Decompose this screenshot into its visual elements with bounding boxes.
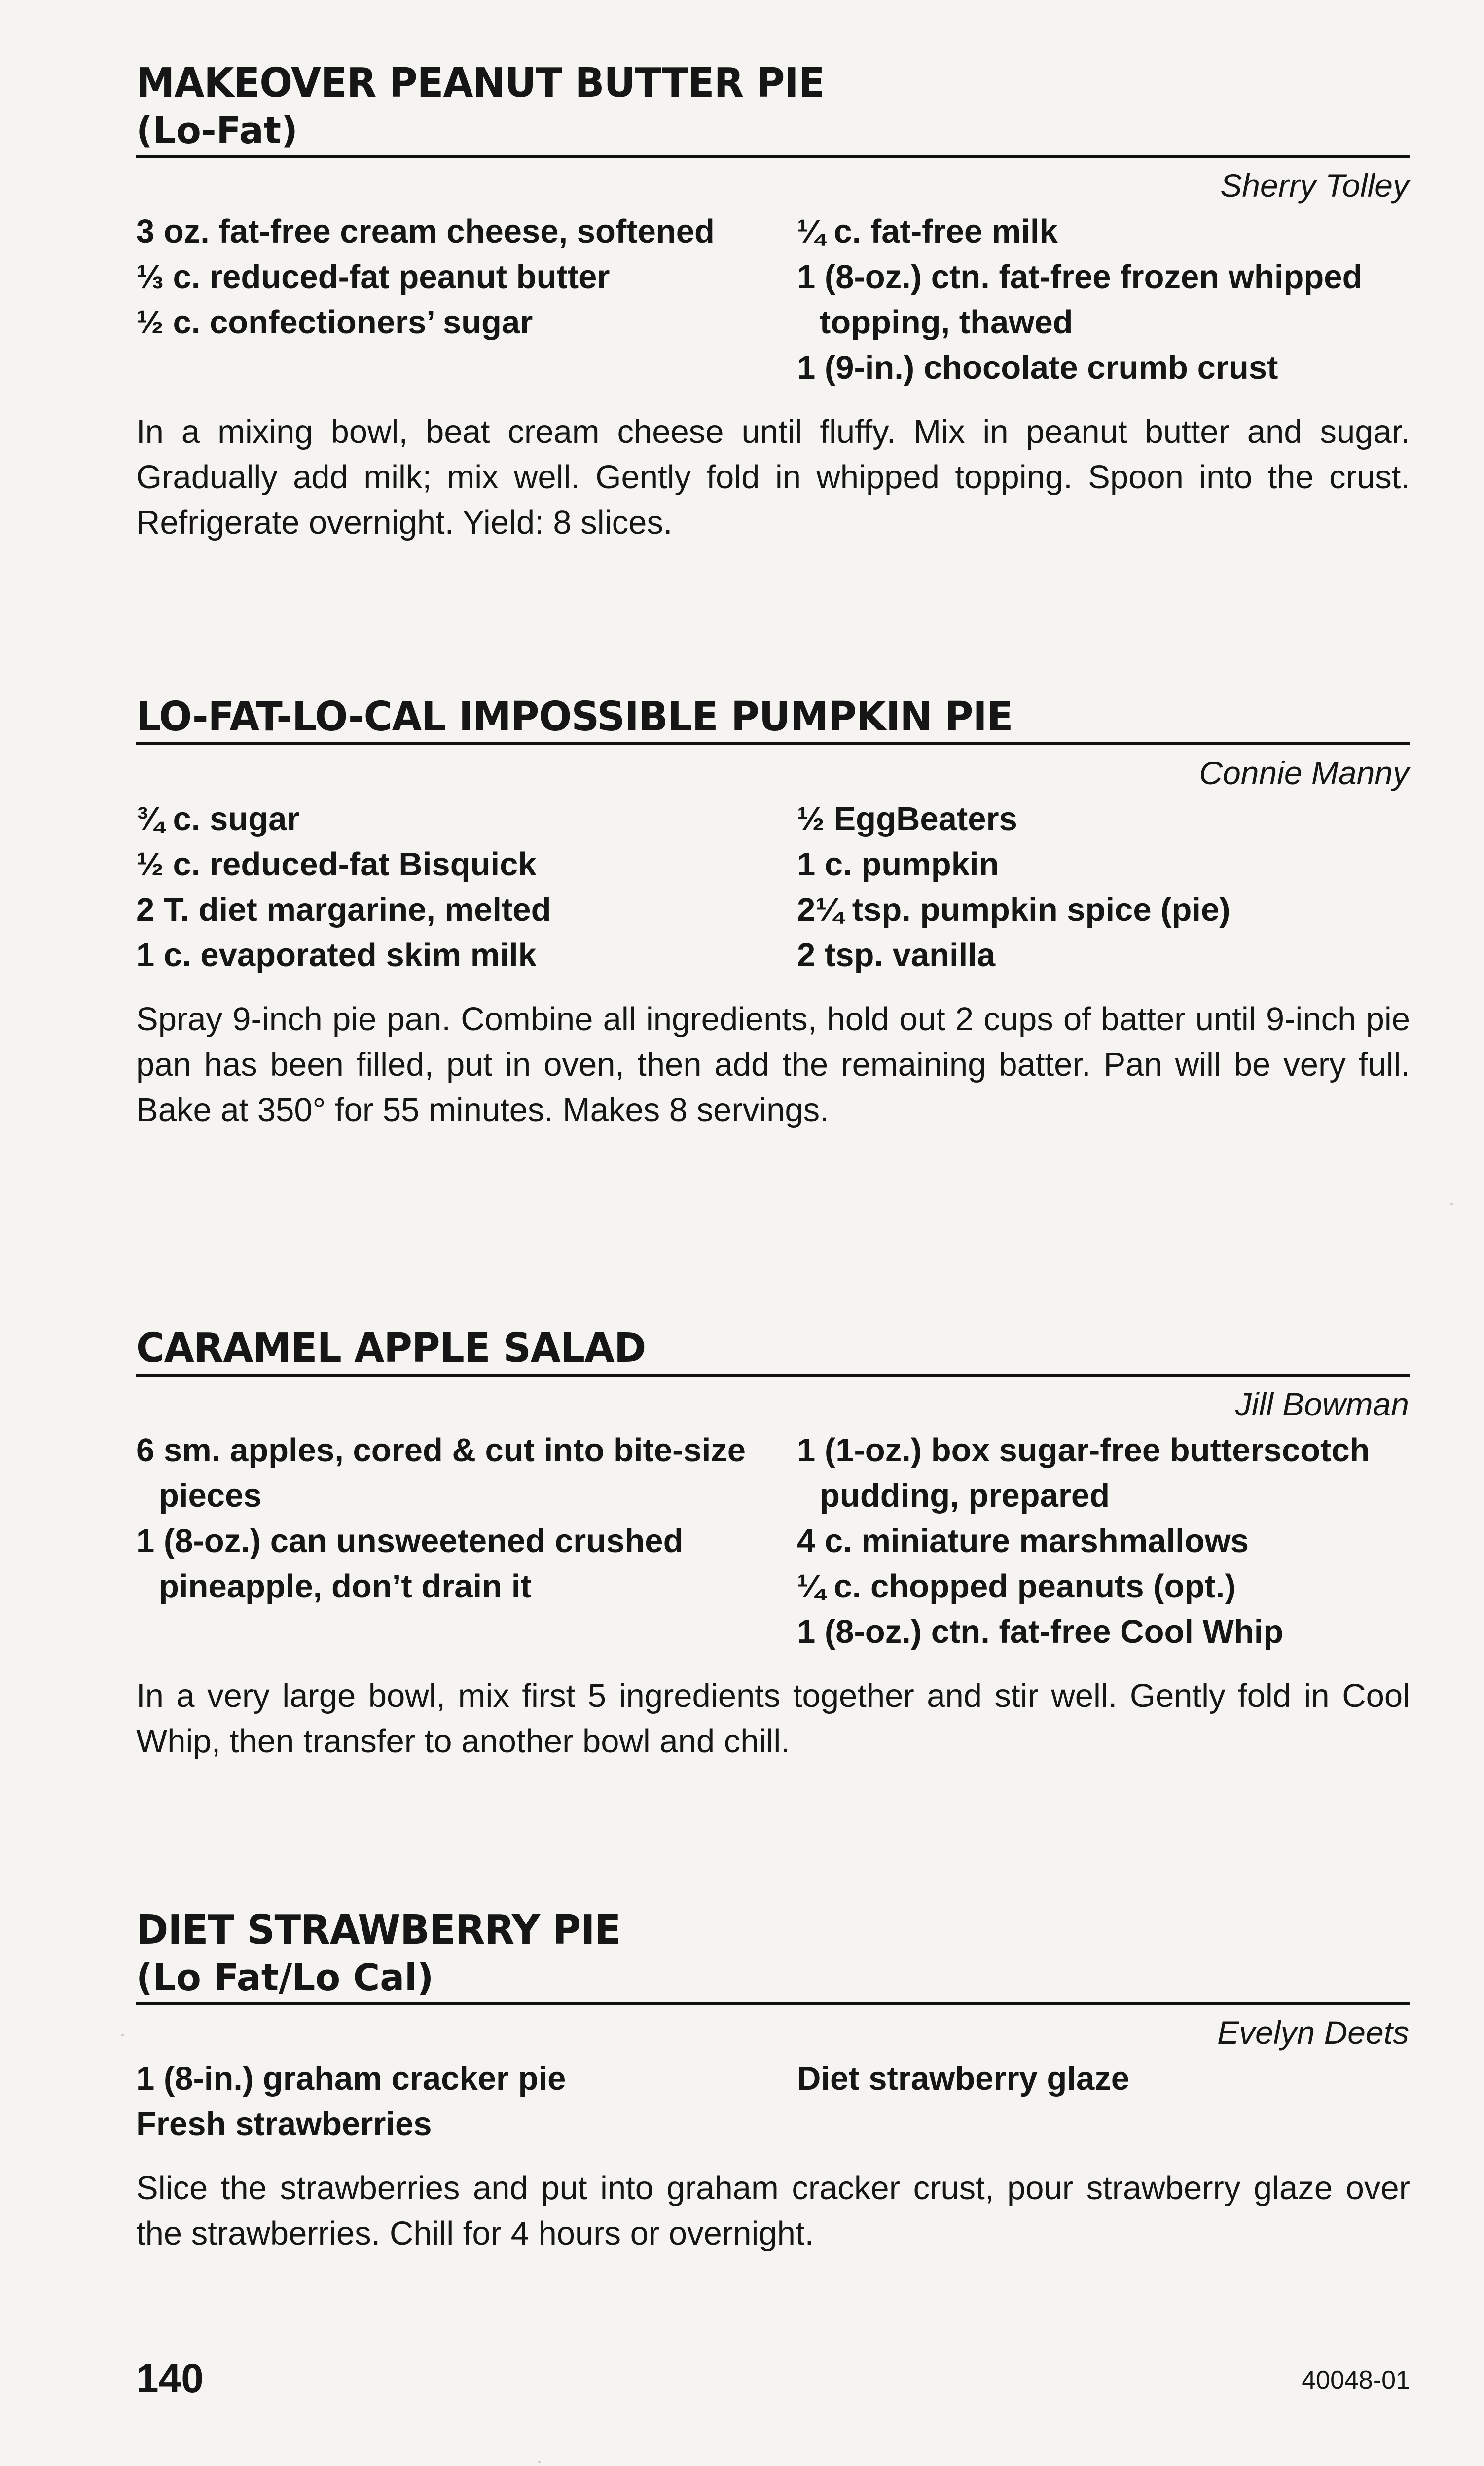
ingredient-item: Diet strawberry glaze [797, 2060, 1129, 2097]
ingredient-item: 2 T. diet margarine, melted [136, 891, 551, 928]
ingredient-list [136, 797, 1410, 978]
ingredient-item: 1 (8-oz.) can unsweetened crushed pineapple, don’t drain it [136, 1523, 684, 1605]
recipe-author: Sherry Tolley [1220, 167, 1409, 204]
paper-speck [538, 2461, 541, 2463]
ingredient-column-left [136, 797, 797, 978]
ingredient-item: ½ EggBeaters [797, 800, 1017, 837]
ingredient-item: ¼ c. chopped peanuts (opt.) [797, 1568, 1236, 1605]
recipe-directions: In a mixing bowl, beat cream cheese until fluffy. Mix in peanut butter and sugar. Gradually add milk; mix well. Gently fold in whipped topping. Spoon into the crust. Refrigerate overnight. Yield: 8 slices. [136, 413, 1410, 541]
ingredient-list [136, 2056, 1410, 2147]
recipe-author: Jill Bowman [1235, 1386, 1409, 1422]
title-rule [136, 2002, 1410, 2005]
ingredient-item: ¼ c. fat-free milk [797, 213, 1058, 250]
ingredient-item: 2 tsp. vanilla [797, 937, 996, 974]
recipe-title: MAKEOVER PEANUT BUTTER PIE [136, 60, 825, 107]
recipe-caramel-apple-salad [136, 1324, 1410, 1764]
paper-speck [121, 2034, 124, 2036]
ingredient-item: 1 (8-oz.) ctn. fat-free frozen whipped topping, thawed [797, 258, 1363, 341]
recipe-diet-strawberry-pie [136, 1906, 1410, 2256]
title-rule [136, 742, 1410, 745]
ingredient-column-right [797, 209, 1410, 391]
ingredient-item: 1 c. pumpkin [797, 846, 999, 883]
recipe-title: DIET STRAWBERRY PIE [136, 1907, 621, 1954]
ingredient-column-left [136, 1428, 797, 1655]
title-rule [136, 1374, 1410, 1377]
ingredient-item: 1 (1-oz.) box sugar-free butterscotch pudding, prepared [797, 1432, 1370, 1514]
recipe-lo-fat-lo-cal-impossible-pumpkin-pie [136, 693, 1410, 1133]
ingredient-list [136, 1428, 1410, 1655]
recipe-directions: Slice the strawberries and put into graham cracker crust, pour strawberry glaze over the strawberries. Chill for 4 hours or overnight. [136, 2170, 1410, 2252]
ingredient-item: 4 c. miniature marshmallows [797, 1523, 1249, 1559]
ingredient-item: ⅓ c. reduced-fat peanut butter [136, 258, 610, 295]
ingredient-item: 2¼ tsp. pumpkin spice (pie) [797, 891, 1231, 928]
ingredient-item: 3 oz. fat-free cream cheese, softened [136, 213, 715, 250]
ingredient-column-right [797, 2056, 1410, 2147]
recipe-title: CARAMEL APPLE SALAD [136, 1325, 646, 1372]
ingredient-item: Fresh strawberries [136, 2105, 432, 2142]
title-rule [136, 155, 1410, 158]
ingredient-column-right [797, 1428, 1410, 1655]
ingredient-item: 1 (8-in.) graham cracker pie [136, 2060, 566, 2097]
recipe-makeover-peanut-butter-pie [136, 59, 1410, 545]
recipe-subtitle: (Lo-Fat) [136, 109, 298, 152]
publication-code: 40048-01 [1302, 2366, 1410, 2394]
ingredient-item: 1 c. evaporated skim milk [136, 937, 537, 974]
recipe-title: LO-FAT-LO-CAL IMPOSSIBLE PUMPKIN PIE [136, 693, 1013, 740]
paper-speck [1450, 1203, 1453, 1205]
ingredient-item: 1 (8-oz.) ctn. fat-free Cool Whip [797, 1613, 1284, 1650]
ingredient-column-left [136, 2056, 797, 2147]
ingredient-item: ¾ c. sugar [136, 800, 300, 837]
ingredient-item: ½ c. reduced-fat Bisquick [136, 846, 537, 883]
ingredient-item: ½ c. confectioners’ sugar [136, 304, 533, 341]
ingredient-list [136, 209, 1410, 391]
recipe-directions: Spray 9-inch pie pan. Combine all ingredients, hold out 2 cups of batter until 9-inch pie pan has been filled, put in oven, then add the remaining batter. Pan will be very full. Bake at 350° for 55 minutes. Makes 8 servings. [136, 1001, 1410, 1128]
ingredient-item: 6 sm. apples, cored & cut into bite-size pieces [136, 1432, 746, 1514]
recipe-author: Evelyn Deets [1217, 2014, 1409, 2051]
ingredient-item: 1 (9-in.) chocolate crumb crust [797, 349, 1278, 386]
recipe-directions: In a very large bowl, mix first 5 ingredients together and stir well. Gently fold in Cool Whip, then transfer to another bowl and chill. [136, 1677, 1410, 1760]
ingredient-column-right [797, 797, 1410, 978]
recipe-subtitle: (Lo Fat/Lo Cal) [136, 1957, 434, 1999]
ingredient-column-left [136, 209, 797, 391]
page-number: 140 [136, 2356, 204, 2401]
recipe-author: Connie Manny [1199, 755, 1409, 791]
